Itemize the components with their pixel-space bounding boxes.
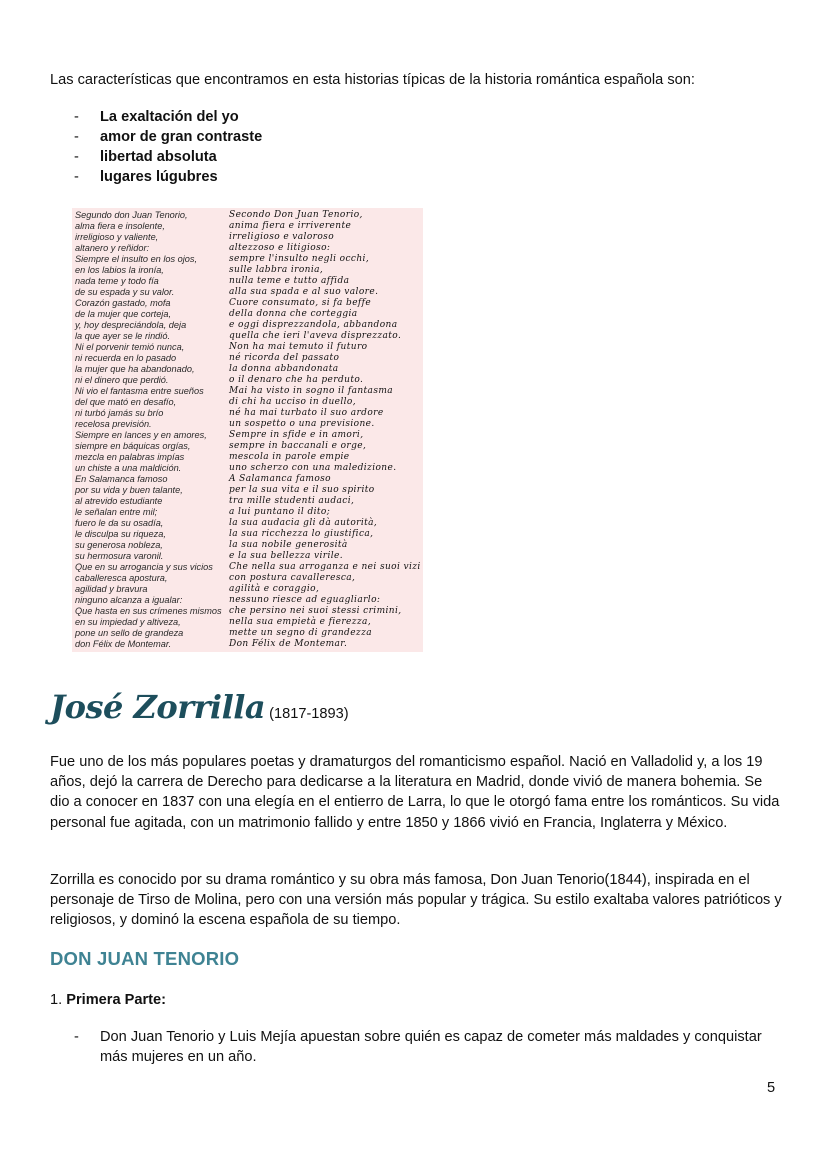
- poem-italian-line: la donna abbandonata: [229, 364, 339, 374]
- author-name: José Zorrilla: [50, 688, 266, 726]
- poem-spanish-line: Ni el porvenir temió nunca,: [75, 342, 185, 352]
- poem-spanish-line: Ni vio el fantasma entre sueños: [75, 386, 204, 396]
- bullet-dash: -: [74, 109, 79, 125]
- poem-italian-line: e la sua bellezza virile.: [229, 551, 344, 561]
- bullet-dash: -: [74, 169, 79, 185]
- bullet-dash: -: [74, 129, 79, 145]
- poem-italian-line: alla sua spada e al suo valore.: [229, 287, 379, 297]
- poem-italian-line: la sua nobile generosità: [229, 540, 348, 550]
- poem-italian-line: A Salamanca famoso: [229, 474, 331, 484]
- list-item-text: La exaltación del yo: [100, 109, 239, 125]
- list-item: [74, 167, 262, 187]
- poem-italian-line: altezzoso e litigioso:: [229, 243, 331, 253]
- author-years: (1817-1893): [269, 706, 349, 722]
- poem-italian-line: Non ha mai temuto il futuro: [229, 342, 368, 352]
- poem-spanish-line: ni turbó jamás su brío: [75, 408, 164, 418]
- poem-italian-line: per la sua vita e il suo spirito: [229, 485, 375, 495]
- poem-spanish-line: mezcla en palabras impías: [75, 452, 185, 462]
- poem-italian-line: uno scherzo con una maledizione.: [229, 463, 397, 473]
- poem-spanish-line: su hermosura varonil.: [75, 551, 164, 561]
- poem-spanish-column: [75, 210, 222, 650]
- poem-italian-line: sempre in baccanali e orge,: [229, 441, 367, 451]
- poem-image: [72, 208, 423, 652]
- poem-spanish-line: irreligioso y valiente,: [75, 232, 159, 242]
- poem-italian-line: nulla teme e tutto affida: [229, 276, 350, 286]
- poem-italian-line: mette un segno di grandezza: [229, 628, 372, 638]
- poem-spanish-line: pone un sello de grandeza: [75, 628, 184, 638]
- poem-italian-line: che persino nei suoi stessi crimini,: [229, 606, 402, 616]
- poem-italian-line: né ricorda del passato: [229, 353, 340, 363]
- poem-italian-line: Cuore consumato, si fa beffe: [229, 298, 372, 308]
- list-item-text: libertad absoluta: [100, 149, 217, 165]
- poem-spanish-line: por su vida y buen talante,: [75, 485, 183, 495]
- poem-italian-line: mescola in parole empie: [229, 452, 350, 462]
- part-label: [50, 990, 166, 1010]
- poem-italian-line: irreligioso e valoroso: [229, 232, 335, 242]
- poem-spanish-line: en su impiedad y altiveza,: [75, 617, 181, 627]
- poem-italian-line: la sua ricchezza lo giustifica,: [229, 529, 374, 539]
- list-item: [74, 1027, 774, 1067]
- list-item: [74, 107, 262, 127]
- poem-italian-line: a lui puntano il dito;: [229, 507, 331, 517]
- poem-spanish-line: Siempre el insulto en los ojos,: [75, 254, 198, 264]
- poem-spanish-line: agilidad y bravura: [75, 584, 148, 594]
- poem-spanish-line: Corazón gastado, mofa: [75, 298, 171, 308]
- poem-italian-line: tra mille studenti audaci,: [229, 496, 355, 506]
- poem-italian-line: sulle labbra ironia,: [229, 265, 324, 275]
- poem-italian-line: Don Félix de Montemar.: [229, 639, 348, 649]
- poem-spanish-line: recelosa previsión.: [75, 419, 152, 429]
- poem-spanish-line: Segundo don Juan Tenorio,: [75, 210, 188, 220]
- poem-italian-line: Che nella sua arroganza e nei suoi vizi: [229, 562, 421, 572]
- part-items-list: [74, 1027, 774, 1067]
- poem-spanish-line: don Félix de Montemar.: [75, 639, 172, 649]
- poem-italian-line: agilità e coraggio,: [229, 584, 320, 594]
- poem-spanish-line: alma fiera e insolente,: [75, 221, 165, 231]
- poem-italian-line: o il denaro che ha perduto.: [229, 375, 364, 385]
- poem-italian-line: un sospetto o una previsione.: [229, 419, 375, 429]
- author-heading: [50, 688, 349, 726]
- list-item: [74, 127, 262, 147]
- bullet-dash: -: [74, 149, 79, 165]
- poem-spanish-line: ni el dinero que perdió.: [75, 375, 169, 385]
- poem-italian-line: di chi ha ucciso in duello,: [229, 397, 357, 407]
- poem-spanish-line: al atrevido estudiante: [75, 496, 163, 506]
- poem-spanish-line: le señalan entre mil;: [75, 507, 158, 517]
- intro-text: Las características que encontramos en esta historias típicas de la historia romántica española son:: [50, 72, 695, 88]
- poem-italian-line: della donna che corteggia: [229, 309, 358, 319]
- poem-italian-line: anima fiera e irriverente: [229, 221, 352, 231]
- poem-italian-line: né ha mai turbato il suo ardore: [229, 408, 384, 418]
- poem-spanish-line: ninguno alcanza a igualar:: [75, 595, 183, 605]
- poem-spanish-line: de su espada y su valor.: [75, 287, 175, 297]
- poem-spanish-line: del que mató en desafío,: [75, 397, 177, 407]
- poem-spanish-line: y, hoy despreciándola, deja: [75, 320, 187, 330]
- biography-paragraph: Fue uno de los más populares poetas y dramaturgos del romanticismo español. Nació en Valladolid y, a los 19 años, dejó la carrera de Derecho para dedicarse a la literatura en Madrid, donde vivió de manera bohemia. Se dio a conocer en 1837 con una elegía en el entierro de Larra, lo que le otorgó fama entre los románticos. Su vida personal fue agitada, con un matrimonio fallido y entre 1850 y 1866 vivió en Francia, Inglaterra y México.: [50, 754, 780, 831]
- characteristics-list: [74, 107, 262, 187]
- poem-italian-line: Sempre in sfide e in amori,: [229, 430, 364, 440]
- poem-spanish-line: siempre en báquicas orgías,: [75, 441, 191, 451]
- poem-italian-line: la sua audacia gli dà autorità,: [229, 518, 378, 528]
- poem-spanish-line: En Salamanca famoso: [75, 474, 168, 484]
- bullet-dash: -: [74, 1029, 79, 1045]
- poem-italian-line: con postura cavalleresca,: [229, 573, 356, 583]
- poem-spanish-line: la que ayer se le rindió.: [75, 331, 170, 341]
- poem-italian-line: Mai ha visto in sogno il fantasma: [229, 386, 394, 396]
- list-item-text: amor de gran contraste: [100, 129, 263, 145]
- poem-italian-column: [229, 210, 421, 650]
- works-paragraph: Zorrilla es conocido por su drama romántico y su obra más famosa, Don Juan Tenorio(1844), inspirada en el personaje de Tirso de Molina, pero con una versión más popular y trágica. Su estilo exaltaba valores patrióticos y religiosos, y dominó la escena española de su tiempo.: [50, 872, 782, 929]
- poem-italian-line: nessuno riesce ad eguagliarlo:: [229, 595, 381, 605]
- poem-spanish-line: Que en su arrogancia y sus vicios: [75, 562, 213, 572]
- poem-spanish-line: en los labios la ironía,: [75, 265, 164, 275]
- list-item-text: lugares lúgubres: [100, 169, 218, 185]
- poem-spanish-line: caballeresca apostura,: [75, 573, 168, 583]
- poem-spanish-line: ni recuerda en lo pasado: [75, 353, 177, 363]
- poem-spanish-line: altanero y reñidor:: [75, 243, 150, 253]
- poem-italian-line: nella sua empietà e fierezza,: [229, 617, 372, 627]
- list-item-text: Don Juan Tenorio y Luis Mejía apuestan sobre quién es capaz de cometer más maldades y conquistar más mujeres en un año.: [100, 1029, 762, 1065]
- section-heading: DON JUAN TENORIO: [50, 948, 240, 969]
- poem-italian-line: e oggi disprezzandola, abbandona: [229, 320, 398, 330]
- poem-spanish-line: le disculpa su riqueza,: [75, 529, 166, 539]
- poem-italian-line: Secondo Don Juan Tenorio,: [229, 210, 363, 220]
- poem-spanish-line: fuero le da su osadía,: [75, 518, 164, 528]
- poem-spanish-line: la mujer que ha abandonado,: [75, 364, 195, 374]
- poem-spanish-line: Siempre en lances y en amores,: [75, 430, 207, 440]
- poem-spanish-line: nada teme y todo fía: [75, 276, 159, 286]
- part-title: Primera Parte:: [66, 992, 167, 1008]
- poem-italian-line: quella che ieri l'aveva disprezzato.: [229, 331, 402, 341]
- page-number: 5: [767, 1080, 776, 1096]
- part-number: 1.: [50, 992, 63, 1008]
- poem-spanish-line: de la mujer que corteja,: [75, 309, 172, 319]
- poem-italian-line: sempre l'insulto negli occhi,: [229, 254, 370, 264]
- list-item: [74, 147, 262, 167]
- poem-spanish-line: su generosa nobleza,: [75, 540, 163, 550]
- poem-spanish-line: un chiste a una maldición.: [75, 463, 182, 473]
- poem-spanish-line: Que hasta en sus crímenes mismos: [75, 606, 222, 616]
